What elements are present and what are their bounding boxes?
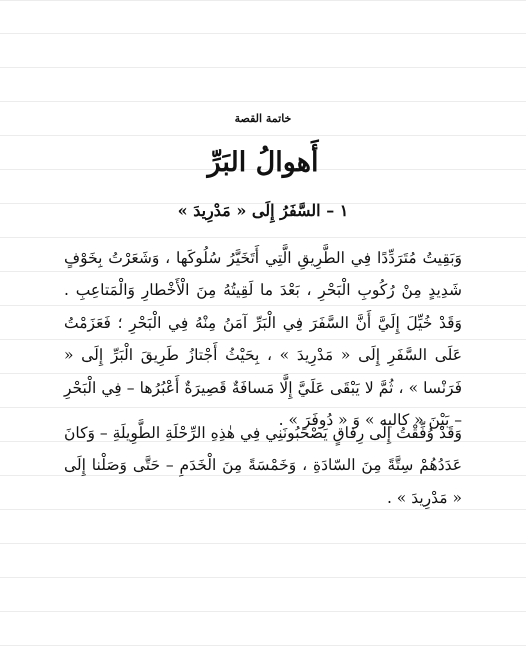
section-heading: ١ – السَّفَرُ إِلَى « مَدْرِيدَ »	[177, 201, 349, 220]
paragraph: وَبَقِيتُ مُتَرَدِّدًا فِي الطَّرِيقِ الَّتِي أَتَخَيَّرُ سُلُوكَها ، وَشَعَرْتُ بِخَوْفٍ شَدِيدٍ مِنْ رُكُوبِ الْبَحْرِ ، بَعْدَ ما لَقِيتُهُ مِنَ الْأَخْطارِ وَالْمَتاعِبِ . وَقَدْ خُيِّلَ إِلَيَّ أَنَّ السَّفَرَ فِي الْبَرِّ آمَنُ مِنْهُ فِي الْبَحْرِ ؛ فَعَزَمْتُ عَلَى السَّفَرِ إِلَى « مَدْرِيدَ » ، بِحَيْثُ أَجْتازُ طَرِيقَ الْبَرِّ إِلَى « فَرَنْسا » ، ثُمَّ لا يَبْقَى عَلَيَّ إِلَّا مَسافَةٌ قَصِيرَةٌ أَعْبُرُها – فِي الْبَحْرِ – بَيْنَ « كاليه » وَ « دُوفَرَ » .	[64, 249, 462, 430]
page-line	[0, 33, 526, 34]
page-line	[0, 135, 526, 136]
page-line	[0, 237, 526, 238]
page-line	[0, 101, 526, 102]
page-line	[0, 577, 526, 578]
page-line	[0, 0, 526, 1]
chapter-title: أَهوالُ البَرِّ	[207, 147, 319, 178]
running-head: خاتمة القصة	[234, 112, 292, 125]
page-line	[0, 611, 526, 612]
page-line	[0, 67, 526, 68]
paragraph: وَقَدْ وُفِّقْتُ إِلَى رِفاقٍ يَصْحَبُونَنِي فِي هٰذِهِ الرِّحْلَةِ الطَّوِيلَةِ – وَكانَ عَدَدُهُمْ سِتَّةً مِنَ السّادَةِ ، وَخَمْسَةً مِنَ الْخَدَمِ – حَتَّى وَصَلْنا إِلَى « مَدْرِيدَ » .	[64, 424, 462, 507]
page-line	[0, 543, 526, 544]
page-line	[0, 645, 526, 646]
